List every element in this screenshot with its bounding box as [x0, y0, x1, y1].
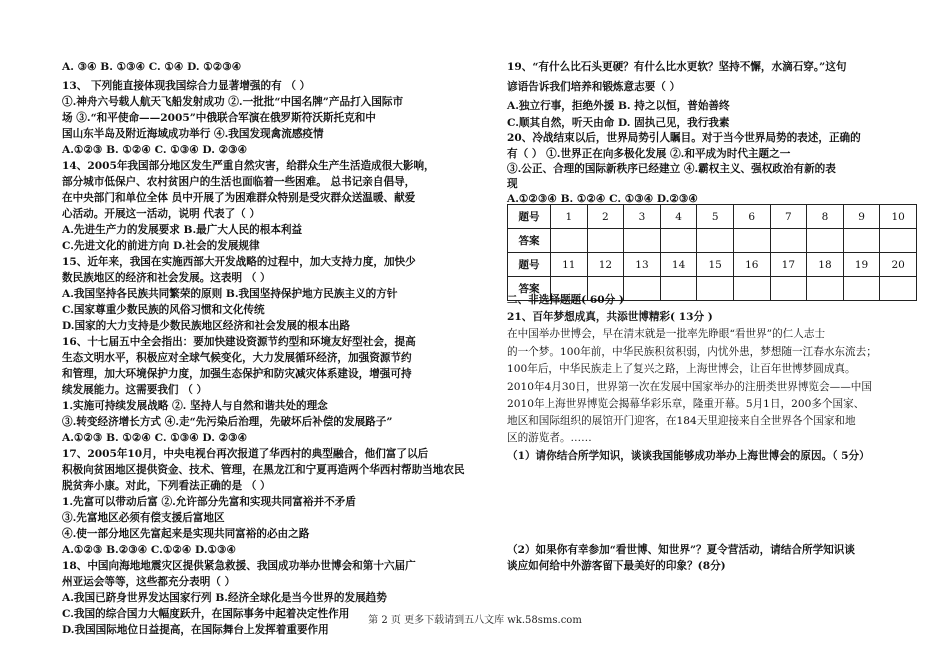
answer-table — [507, 204, 917, 301]
q14-stem: 14、2005年我国部分地区发生严重自然灾害，给群众生产生活造成很大影响， — [62, 160, 435, 172]
q12-options: A. ③④ B. ①③④ C. ①④ D. ①②③④ — [62, 61, 242, 73]
answer-cell[interactable] — [843, 277, 880, 301]
q17-text: 1.先富可以带动后富 ②.允许部分先富和实现共同富裕并不矛盾 — [62, 496, 356, 508]
q17-options: A.①②③ B.②③④ C.①②④ D.①③④ — [62, 544, 237, 556]
table-cell: 11 — [551, 253, 588, 277]
section2-heading: 二、非选择题题( 60分 ) — [507, 294, 624, 306]
table-cell: 6 — [733, 205, 770, 229]
answer-cell[interactable] — [880, 229, 917, 253]
answer-cell[interactable] — [770, 229, 807, 253]
q18-options: D.我国国际地位日益提高，在国际舞台上发挥着重要作用 — [62, 624, 329, 636]
q14-text: 部分城市低保户、农村贫困户的生活也面临着一些困难。 总书记亲自倡导， — [62, 176, 416, 188]
table-cell: 15 — [697, 253, 734, 277]
q21-passage: 2010年4月30日，世界第一次在发展中国家举办的注册类世界博览会——中国 — [507, 381, 872, 393]
q14-text: 心活动。开展这一活动，说明 代表了（ ） — [62, 208, 261, 220]
q13-text: 国山东半岛及附近海域成功举行 ④.我国发现禽流感疫情 — [62, 128, 324, 140]
q21-stem: 21、百年梦想成真，共添世博精彩( 13分 ) — [507, 311, 713, 323]
q20-stem: 20、冷战结束以后，世界局势引人瞩目。对于当今世界局势的表述，正确的 — [507, 132, 861, 144]
q14-text: 在中央部门和单位全体 员中开展了为困难群众特别是受灾群众送温暖、献爱 — [62, 192, 416, 204]
table-cell: 7 — [770, 205, 807, 229]
table-cell: 4 — [660, 205, 697, 229]
q18-options: C.我国的综合国力大幅度跃升，在国际事务中起着决定性作用 — [62, 608, 350, 620]
answer-cell[interactable] — [697, 229, 734, 253]
q15-options: D.国家的大力支持是少数民族地区经济和社会发展的根本出路 — [62, 320, 350, 332]
table-row — [508, 229, 917, 253]
table-cell: 12 — [587, 253, 624, 277]
table-cell: 5 — [697, 205, 734, 229]
page-footer: 第 2 页 更多下载请到五八文库 wk.58sms.com — [368, 615, 582, 626]
number-label: 题号 — [508, 253, 551, 277]
table-cell: 1 — [551, 205, 588, 229]
q18-options: A.我国已跻身世界发达国家行列 B.经济全球化是当今世界的发展趋势 — [62, 592, 387, 604]
answer-cell[interactable] — [880, 277, 917, 301]
table-cell: 14 — [660, 253, 697, 277]
q19-text: 谚语告诉我们培养和锻炼意志要（ ） — [507, 81, 681, 93]
q20-text: 现 — [507, 178, 518, 190]
answer-cell[interactable] — [733, 229, 770, 253]
q13-text: 场 ③.“和平使命——2005”中俄联合军演在俄罗斯符沃斯托克和中 — [62, 112, 376, 124]
q21-passage: 区的游览者。…… — [507, 432, 592, 444]
q17-text: 积极向贫困地区提供资金、技术、管理，在黑龙江和宁夏再造两个华西村帮助当地农民 — [62, 464, 465, 476]
table-cell: 2 — [587, 205, 624, 229]
q20-text: ③.公正、合理的国际新秩序已经建立 ④.霸权主义、强权政治有新的表 — [507, 163, 836, 175]
q21-part2: 谈应如何给中外游客留下最美好的印象？(8分) — [507, 560, 726, 572]
q16-text: 续发展能力。这需要我们 （ ） — [62, 384, 208, 396]
q18-text: 州亚运会等等，这些都充分表明（ ） — [62, 576, 236, 588]
q16-text: 1.实施可持续发展战略 ②. 坚持人与自然和谐共处的理念 — [62, 400, 328, 412]
q16-options: A.①②③ B. ①②④ C. ①③④ D. ②③④ — [62, 432, 248, 444]
q13-text: ①.神舟六号载人航天飞船发射成功 ②.一批批“中国名牌”产品打入国际市 — [62, 96, 404, 108]
answer-cell[interactable] — [807, 229, 844, 253]
q15-options: A.我国坚持各民族共同繁荣的原则 B.我国坚持保护地方民族主义的方针 — [62, 288, 398, 300]
q21-passage: 在中国举办世博会，早在清末就是一批率先睁眼“看世界”的仁人志士 — [507, 328, 826, 340]
table-cell: 10 — [880, 205, 917, 229]
answer-cell[interactable] — [697, 277, 734, 301]
answer-label: 答案 — [508, 229, 551, 253]
table-row — [508, 253, 917, 277]
q19-options: C.顺其自然，听天由命 D. 固执己见，我行我素 — [507, 117, 730, 129]
q17-text: ④.使一部分地区先富起来是实现共同富裕的必由之路 — [62, 528, 310, 540]
answer-cell[interactable] — [733, 277, 770, 301]
answer-cell[interactable] — [624, 277, 661, 301]
table-row — [508, 205, 917, 229]
q21-part1: （1）请你结合所学知识，谈谈我国能够成功举办上海世博会的原因。（ 5分） — [507, 450, 870, 462]
q16-text: 生态文明水平，积极应对全球气候变化，大力发展循环经济，加强资源节约 — [62, 352, 412, 364]
q13-options: A.①②③ B. ①②④ C. ①③④ D. ②③④ — [62, 144, 248, 156]
q14-options: C.先进文化的前进方向 D.社会的发展规律 — [62, 240, 260, 252]
table-cell: 20 — [880, 253, 917, 277]
table-cell: 18 — [807, 253, 844, 277]
answer-cell[interactable] — [551, 229, 588, 253]
q21-passage: 地区和国际组织的展馆开门迎客，在184天里迎接来自全世界各个国家和地 — [507, 415, 856, 427]
number-label: 题号 — [508, 205, 551, 229]
answer-cell[interactable] — [587, 229, 624, 253]
q17-stem: 17、2005年10月，中央电视台再次报道了华西村的典型融合，他们富了以后 — [62, 448, 429, 460]
q15-stem: 15、近年来，我国在实施西部大开发战略的过程中，加大支持力度，加快少 — [62, 256, 416, 268]
q16-text: 和管理，加大环境保护力度，加强生态保护和防灾减灾体系建设，增强可持 — [62, 368, 412, 380]
answer-cell[interactable] — [770, 277, 807, 301]
q21-part2: （2）如果你有幸参加“看世博、知世界”？夏令营活动，请结合所学知识谈 — [507, 544, 855, 556]
q16-stem: 16、十七届五中全会指出：要加快建设资源节约型和环境友好型社会，提高 — [62, 336, 416, 348]
q18-stem: 18、中国向海地地震灾区提供紧急救援、我国成功举办世博会和第十六届广 — [62, 560, 416, 572]
answer-label: 答案 — [508, 277, 551, 301]
q21-passage: 2010年上海世界博览会揭幕华彩乐章，隆重开幕。5月1日，200多个国家、 — [507, 398, 865, 410]
answer-cell[interactable] — [660, 229, 697, 253]
q15-text: 数民族地区的经济和社会发展。这表明 （ ） — [62, 272, 271, 284]
table-cell: 13 — [624, 253, 661, 277]
table-cell: 17 — [770, 253, 807, 277]
q21-passage: 的一个梦。100年前，中华民族积贫积弱，内忧外患，梦想随一江春水东流去； — [507, 346, 877, 358]
table-cell: 9 — [843, 205, 880, 229]
q20-text: 有（ ） ①.世界正在向多极化发展 ②.和平成为时代主题之一 — [507, 148, 791, 160]
table-cell: 3 — [624, 205, 661, 229]
q19-stem: 19、“有什么比石头更硬？有什么比水更软？坚持不懈，水滴石穿。”这句 — [507, 61, 847, 73]
table-cell: 8 — [807, 205, 844, 229]
answer-cell[interactable] — [660, 277, 697, 301]
table-cell: 19 — [843, 253, 880, 277]
q15-options: C.国家尊重少数民族的风俗习惯和文化传统 — [62, 304, 265, 316]
table-cell: 16 — [733, 253, 770, 277]
q14-options: A.先进生产力的发展要求 B.最广大人民的根本利益 — [62, 224, 303, 236]
answer-cell[interactable] — [624, 229, 661, 253]
answer-cell[interactable] — [807, 277, 844, 301]
q17-text: ③.先富地区必须有偿支援后富地区 — [62, 512, 225, 524]
q20-options: A.①②③④ B. ①②④ C. ①③④ D.②③④ — [507, 193, 698, 205]
q16-text: ③.转变经济增长方式 ④.走“先污染后治理，先破坏后补偿的发展路子” — [62, 416, 393, 428]
answer-cell[interactable] — [843, 229, 880, 253]
q13-stem: 13、 下列能直接体现我国综合力显著增强的有 （ ） — [62, 80, 311, 92]
q21-passage: 100年后，中华民族走上了复兴之路，上海世博会，让百年世博梦圆成真。 — [507, 363, 856, 375]
q19-options: A.独立行事，拒绝外援 B. 持之以恒，普始善终 — [507, 100, 730, 112]
q17-text: 脱贫奔小康。对此，下列看法正确的是 （ ） — [62, 480, 271, 492]
